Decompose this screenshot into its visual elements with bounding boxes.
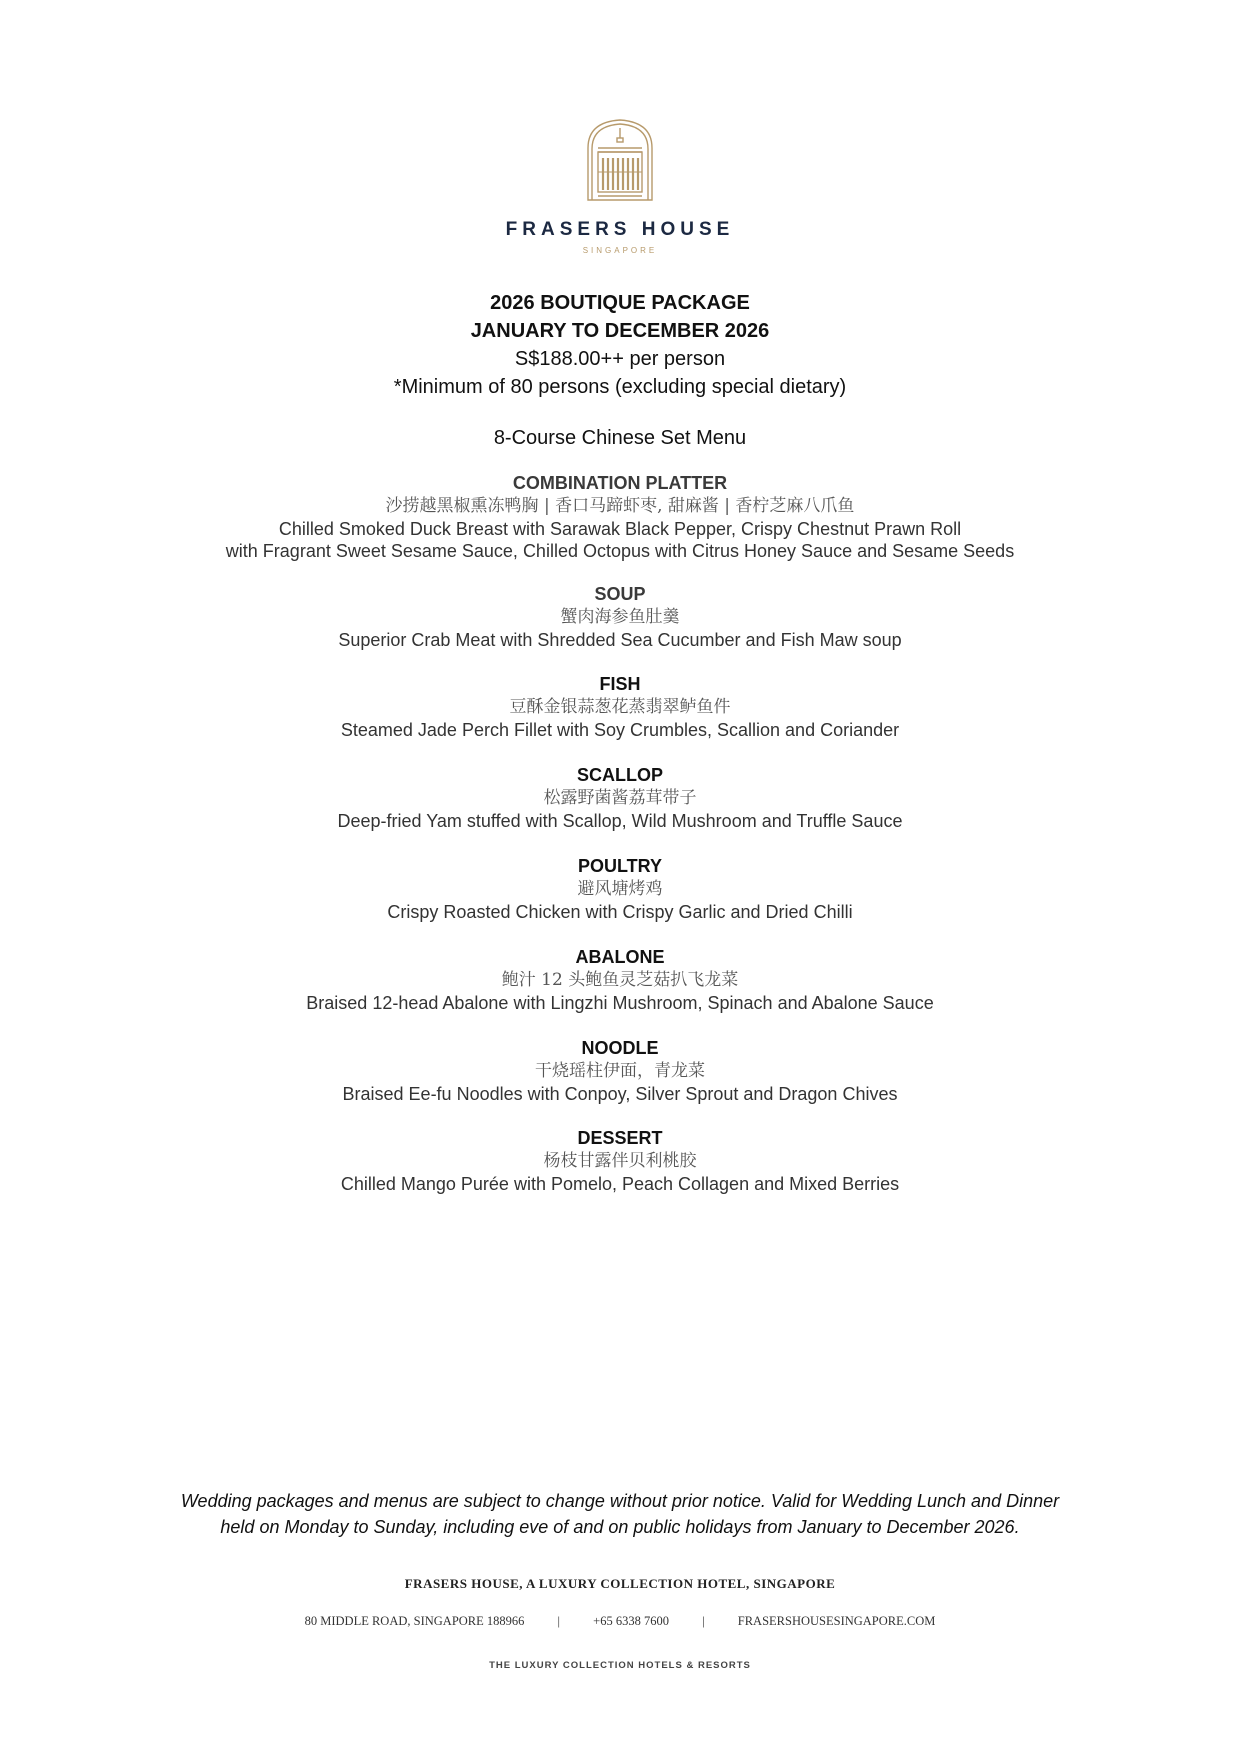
footer-phone[interactable]: +65 6338 7600 [593, 1614, 669, 1628]
brand-name: FRASERS HOUSE [505, 219, 735, 240]
course-title: ABALONE [575, 947, 665, 967]
package-title: 2026 BOUTIQUE PACKAGE [490, 292, 750, 314]
menu-name: 8-Course Chinese Set Menu [493, 427, 747, 449]
course-chinese-name: 松露野菌酱荔茸带子 [543, 788, 697, 808]
course-dessert [0, 1127, 1240, 1195]
course-title: SOUP [594, 584, 646, 604]
notice-line-1: Wedding packages and menus are subject to change without prior notice. Valid for Wedding Lunch and Dinner [180, 1491, 1060, 1511]
building-facade-icon [582, 114, 658, 202]
course-title: COMBINATION PLATTER [512, 473, 728, 493]
course-description: Superior Crab Meat with Shredded Sea Cucumber and Fish Maw soup [338, 630, 902, 650]
course-abalone [0, 946, 1240, 1014]
course-chinese-name: 避风塘烤鸡 [577, 879, 663, 899]
course-description: Chilled Mango Purée with Pomelo, Peach Collagen and Mixed Berries [340, 1174, 900, 1194]
footer-contact [0, 1614, 1240, 1629]
course-title: POULTRY [578, 856, 662, 876]
brand-logo [0, 114, 1240, 202]
course-chinese-name: 豆酥金银蒜葱花蒸翡翠鲈鱼件 [509, 697, 731, 717]
brand-location: SINGAPORE [582, 246, 658, 255]
course-combination-platter [0, 472, 1240, 562]
course-description: Steamed Jade Perch Fillet with Soy Crumbles, Scallion and Coriander [340, 720, 900, 740]
course-chinese-name: 杨枝甘露伴贝利桃胶 [543, 1151, 697, 1171]
course-chinese-name: 蟹肉海参鱼肚羹 [560, 607, 680, 627]
course-description-line2: with Fragrant Sweet Sesame Sauce, Chilled Octopus with Citrus Honey Sauce and Sesame Seeds [225, 541, 1015, 561]
course-description: Braised Ee-fu Noodles with Conpoy, Silver Sprout and Dragon Chives [342, 1084, 898, 1104]
notice-line-2: held on Monday to Sunday, including eve of and on public holidays from January to December 2026. [220, 1517, 1020, 1537]
course-poultry [0, 855, 1240, 923]
course-chinese-name: 沙捞越黑椒熏冻鸭胸 | 香口马蹄虾枣, 甜麻酱 | 香柠芝麻八爪鱼 [385, 496, 855, 516]
package-minimum: *Minimum of 80 persons (excluding special dietary) [393, 376, 847, 398]
course-noodle [0, 1037, 1240, 1105]
course-title: SCALLOP [576, 765, 663, 785]
course-fish [0, 673, 1240, 741]
validity-notice [0, 1488, 1240, 1540]
course-scallop [0, 764, 1240, 832]
package-price: S$188.00++ per person [514, 348, 726, 370]
course-title: NOODLE [581, 1038, 659, 1058]
footer-website[interactable]: FRASERSHOUSESINGAPORE.COM [737, 1614, 936, 1628]
footer-separator: | [557, 1614, 561, 1628]
course-description: Braised 12-head Abalone with Lingzhi Mushroom, Spinach and Abalone Sauce [306, 993, 934, 1013]
package-period: JANUARY TO DECEMBER 2026 [470, 320, 770, 342]
course-title: DESSERT [577, 1128, 663, 1148]
course-chinese-name: 鲍汁 12 头鲍鱼灵芝菇扒飞龙菜 [501, 970, 739, 990]
course-chinese-name: 干烧瑶柱伊面，青龙菜 [535, 1061, 705, 1081]
course-title: FISH [599, 674, 641, 694]
footer-hotel-name: FRASERS HOUSE, A LUXURY COLLECTION HOTEL, SINGAPORE [404, 1576, 836, 1591]
course-description: Deep-fried Yam stuffed with Scallop, Wild Mushroom and Truffle Sauce [337, 811, 903, 831]
footer-address: 80 MIDDLE ROAD, SINGAPORE 188966 [304, 1614, 525, 1628]
course-description: Crispy Roasted Chicken with Crispy Garlic and Dried Chilli [387, 902, 853, 922]
course-soup [0, 583, 1240, 651]
footer-tagline: THE LUXURY COLLECTION HOTELS & RESORTS [489, 1660, 751, 1671]
footer-separator: | [702, 1614, 705, 1628]
course-description: Chilled Smoked Duck Breast with Sarawak Black Pepper, Crispy Chestnut Prawn Roll [278, 519, 962, 539]
